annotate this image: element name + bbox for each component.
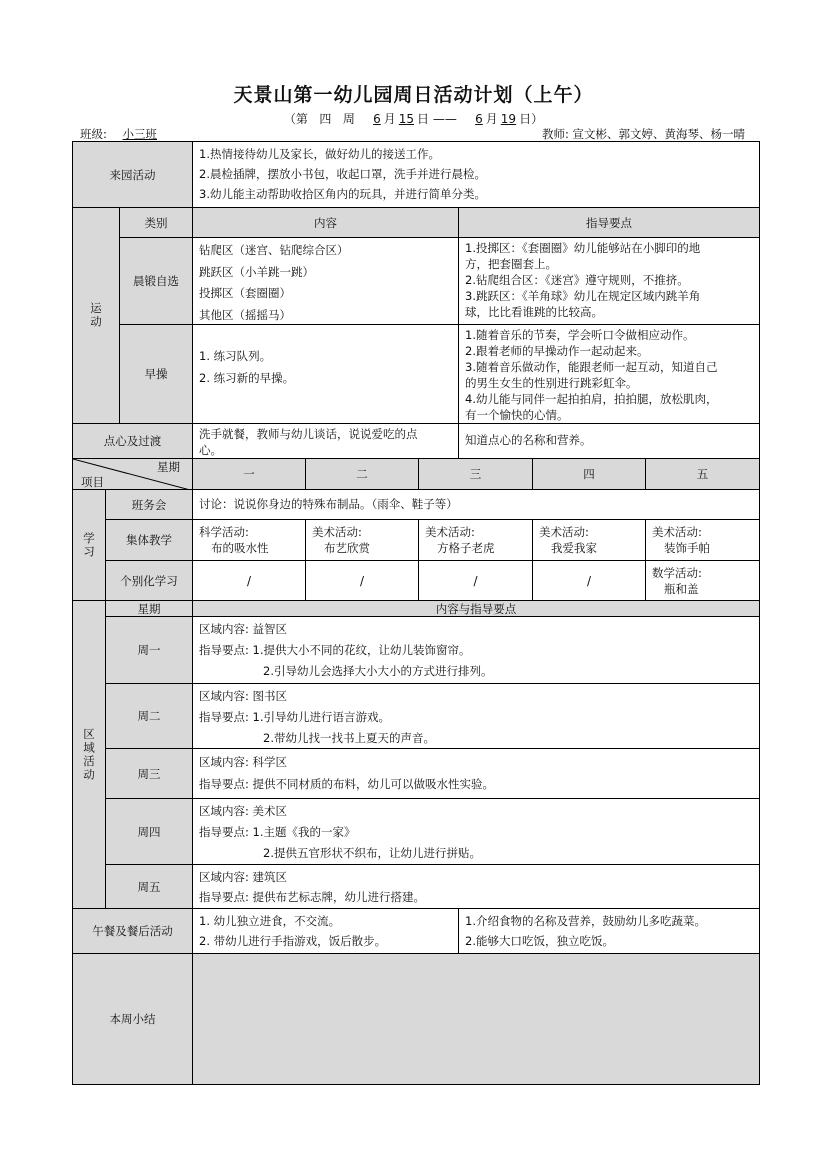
points-line: 指导要点: 1.主题《我的一家》 — [199, 825, 356, 839]
individual-fri — [645, 560, 760, 601]
class-meeting-content: 讨论：说说你身边的特殊布制品。（雨伞、鞋子等） — [192, 489, 760, 520]
points-line: 指导要点: 提供不同材质的布料，幼儿可以做吸水性实验。 — [199, 777, 495, 791]
content-line: 跳跃区（小羊跳一跳） — [199, 264, 314, 279]
individual-mon: / — [192, 560, 306, 601]
snack-content — [192, 423, 459, 459]
topic: 我爱我家 — [551, 541, 597, 555]
point: 2.提供五官形状不织布，让幼儿进行拼贴。 — [263, 846, 481, 860]
xiangmu-label: 项目 — [81, 475, 104, 489]
topic: 布的吸水性 — [211, 541, 269, 555]
week-number: 四 — [319, 112, 332, 126]
subject: 科学活动: — [199, 525, 249, 539]
yue-1: 月 — [383, 112, 396, 126]
topic: 布艺欣赏 — [324, 541, 370, 555]
content-line: 心。 — [199, 443, 222, 457]
subject: 美术活动: — [652, 525, 702, 539]
group-teaching-label: 集体教学 — [105, 519, 193, 561]
zone-name: 图书区 — [252, 689, 288, 703]
teachers-names: 宣文彬、郭文婷、黄海琴、杨一晴 — [572, 127, 745, 141]
point-line: 1.介绍食物的名称及营养，鼓励幼儿多吃蔬菜。 — [465, 914, 706, 928]
start-day: 15 — [398, 112, 415, 126]
class-meeting-label: 班务会 — [105, 489, 193, 520]
content-line: 投掷区（套圈圈） — [199, 286, 291, 300]
summary-content[interactable] — [192, 953, 760, 1085]
area-day-thu: 周四 — [105, 798, 193, 865]
individual-learning-label: 个别化学习 — [105, 560, 193, 601]
arrival-label: 来园活动 — [72, 141, 193, 208]
group-teaching-thu — [532, 519, 646, 561]
sport-col-type: 类别 — [119, 207, 193, 238]
point: 提供布艺标志牌，幼儿进行搭建。 — [252, 890, 426, 904]
sport-label: 运动 — [72, 207, 120, 424]
content-line: 2. 练习新的早操。 — [199, 371, 295, 385]
points-line: 指导要点: 1.提供大小不同的花纹，让幼儿装饰窗帘。 — [199, 643, 471, 657]
zone-line: 区域内容: 图书区 — [199, 689, 288, 703]
area-col-content: 内容与指导要点 — [192, 600, 760, 617]
topic: 瓶和盖 — [664, 581, 699, 596]
area-content-thu — [192, 798, 760, 865]
area-day-fri: 周五 — [105, 864, 193, 909]
topic: 方格子老虎 — [437, 541, 495, 555]
point-line: 4.幼儿能与同伴一起拍拍肩，拍拍腿，放松肌肉， — [465, 392, 718, 406]
zone-line: 区域内容: 建筑区 — [199, 870, 288, 884]
point-line: 1.随着音乐的节奏，学会听口令做相应动作。 — [465, 328, 695, 342]
point-line: 3.跳跃区：《羊角球》幼儿在规定区域内跳羊角 — [465, 289, 701, 303]
content-line: 1. 幼儿独立进食，不交流。 — [199, 914, 341, 928]
area-content-wed — [192, 748, 760, 799]
point-line: 1.投掷区：《套圈圈》幼儿能够站在小脚印的地 — [465, 241, 701, 255]
sport-col-content: 内容 — [192, 207, 459, 238]
point: 2.带幼儿找一找书上夏天的声音。 — [263, 731, 435, 745]
group-teaching-mon — [192, 519, 306, 561]
sub-ri1: 日 —— — [417, 112, 457, 126]
area-day-tue: 周二 — [105, 683, 193, 749]
individual-wed: / — [418, 560, 533, 601]
lunch-label: 午餐及餐后活动 — [72, 908, 193, 954]
lunch-content — [192, 908, 459, 954]
day-header-fri: 五 — [645, 458, 760, 490]
summary-label: 本周小结 — [72, 953, 193, 1085]
day-header-thu: 四 — [532, 458, 646, 490]
individual-thu: / — [532, 560, 646, 601]
morning-drill-content — [192, 324, 459, 424]
yue-2: 月 — [485, 112, 498, 126]
zone-line: 区域内容: 科学区 — [199, 755, 288, 769]
snack-points: 知道点心的名称和营养。 — [458, 423, 760, 459]
content-line: 2. 带幼儿进行手指游戏，饭后散步。 — [199, 934, 387, 948]
arrival-content — [192, 141, 760, 208]
end-day: 19 — [500, 112, 517, 126]
point: 1.提供大小不同的花纹，让幼儿装饰窗帘。 — [252, 643, 471, 657]
topic: 装饰手帕 — [664, 541, 710, 555]
point-line: 的男生女生的性别进行跳彩虹伞。 — [465, 376, 638, 390]
zone-name: 美术区 — [252, 804, 288, 818]
area-label: 区域活动 — [72, 600, 106, 909]
zone-name: 建筑区 — [252, 870, 288, 884]
content-line: 洗手就餐，教师与幼儿谈话，说说爱吃的点 — [199, 427, 418, 441]
content-line: 钻爬区（迷宫、钻爬综合区） — [199, 243, 349, 257]
group-teaching-tue — [305, 519, 419, 561]
area-day-mon: 周一 — [105, 616, 193, 684]
study-label: 学习 — [72, 489, 106, 601]
teachers-label: 教师: — [541, 127, 569, 141]
sport-col-points: 指导要点 — [458, 207, 760, 238]
morning-exercise-content — [192, 237, 459, 325]
point-line: 球，比比看谁跳的比较高。 — [465, 305, 603, 319]
page-title: 天景山第一幼儿园周日活动计划（上午） — [233, 84, 594, 106]
group-teaching-fri — [645, 519, 760, 561]
point: 提供不同材质的布料，幼儿可以做吸水性实验。 — [252, 777, 495, 791]
area-col-day: 星期 — [105, 600, 193, 617]
area-day-wed: 周三 — [105, 748, 193, 799]
area-content-tue — [192, 683, 760, 749]
content-line: 其他区（摇摇马） — [199, 307, 291, 322]
day-header-wed: 三 — [418, 458, 533, 490]
class-label: 班级: — [80, 127, 107, 141]
class-name: 小三班 — [122, 127, 158, 141]
area-content-mon — [192, 616, 760, 684]
zone-name: 科学区 — [252, 755, 288, 769]
point-line: 2.跟着老师的早操动作一起动起来。 — [465, 344, 649, 358]
group-teaching-wed — [418, 519, 533, 561]
sub-ri2: 日） — [519, 112, 544, 126]
zone-line: 区域内容: 益智区 — [199, 622, 288, 636]
day-header-tue: 二 — [305, 458, 419, 490]
morning-exercise-label: 晨锻自选 — [119, 237, 193, 325]
end-month: 6 — [475, 112, 483, 126]
zone-name: 益智区 — [252, 622, 288, 636]
point-line: 2.钻爬组合区：《迷宫》遵守规则，不推挤。 — [465, 273, 689, 287]
arrival-item: 3.幼儿能主动帮助收拾区角内的玩具，并进行简单分类。 — [199, 187, 486, 201]
xingqi-label: 星期 — [157, 460, 180, 474]
morning-drill-points — [458, 324, 760, 424]
content-line: 1. 练习队列。 — [199, 349, 272, 363]
zone-line: 区域内容: 美术区 — [199, 804, 288, 818]
point: 1.主题《我的一家》 — [252, 825, 356, 839]
day-header-mon: 一 — [192, 458, 306, 490]
subject: 美术活动: — [312, 525, 362, 539]
point-line: 2.能够大口吃饭，独立吃饭。 — [465, 934, 614, 948]
plan-table — [72, 141, 760, 1085]
morning-drill-label: 早操 — [119, 324, 193, 424]
weekday-header-corner — [72, 458, 193, 490]
subject: 美术活动: — [425, 525, 475, 539]
subject: 数学活动: — [652, 565, 702, 580]
teachers-info — [542, 126, 745, 142]
morning-exercise-points — [458, 237, 760, 325]
point: 2.引导幼儿会选择大小大小的方式进行排列。 — [263, 664, 493, 678]
points-line: 指导要点: 1.引导幼儿进行语言游戏。 — [199, 710, 391, 724]
subject: 美术活动: — [539, 525, 589, 539]
point-line: 有一个愉快的心情。 — [465, 408, 569, 422]
individual-tue: / — [305, 560, 419, 601]
sub-zhou: 周 — [342, 112, 355, 126]
class-info — [80, 126, 169, 142]
start-month: 6 — [373, 112, 381, 126]
point-line: 方，把套圈套上。 — [465, 257, 557, 271]
point: 1.引导幼儿进行语言游戏。 — [252, 710, 391, 724]
sub-open: （第 — [283, 112, 308, 126]
lunch-points — [458, 908, 760, 954]
area-content-fri — [192, 864, 760, 909]
point-line: 3.随着音乐做动作，能跟老师一起互动，知道自己 — [465, 360, 718, 374]
snack-label: 点心及过渡 — [72, 423, 193, 459]
arrival-item: 1.热情接待幼儿及家长，做好幼儿的接送工作。 — [199, 147, 440, 161]
points-line: 指导要点: 提供布艺标志牌，幼儿进行搭建。 — [199, 890, 426, 904]
date-range — [0, 110, 827, 127]
arrival-item: 2.晨检插牌，摆放小书包，收起口罩，洗手并进行晨检。 — [199, 167, 486, 181]
